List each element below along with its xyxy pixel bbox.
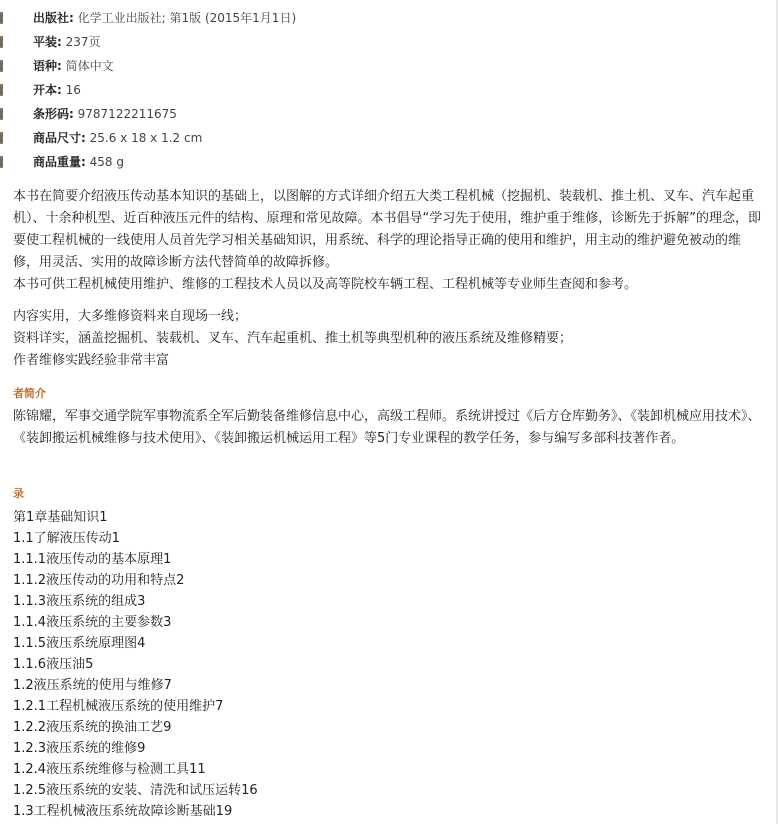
toc-item: 1.1.6液压油5 xyxy=(13,657,94,672)
table-of-contents xyxy=(13,507,258,822)
author-bio: 陈锦耀，军事交通学院军事物流系全军后勤装备维修信息中心，高级工程师。系统讲授过《后方仓库勤务》、《装卸机械应用技术》、《装卸搬运机械维修与技术使用》、《装卸搬运机械运用工程》等5门专业课程的教学任务，参与编写多部科技著作者。 xyxy=(13,409,761,446)
bullet-icon xyxy=(0,156,3,168)
toc-item: 1.2.3液压系统的维修9 xyxy=(13,741,146,756)
toc-item: 1.2.5液压系统的安装、清洗和试压运转16 xyxy=(13,783,258,798)
toc-item: 1.3工程机械液压系统故障诊断基础19 xyxy=(13,804,233,819)
toc-section-title: 录 xyxy=(13,487,24,500)
left-edge-icon-strip xyxy=(0,0,3,824)
description-paragraph: 本书可供工程机械使用维护、维修的工程技术人员以及高等院校车辆工程、工程机械等专业师生查阅和参考。 xyxy=(13,277,638,292)
detail-publisher: 出版社: 化学工业出版社; 第1版 (2015年1月1日) xyxy=(33,11,297,25)
toc-item: 1.2.4液压系统维修与检测工具11 xyxy=(13,762,206,777)
toc-item: 1.1.5液压系统原理图4 xyxy=(13,636,146,651)
toc-item: 1.1.4液压系统的主要参数3 xyxy=(13,615,172,630)
toc-item: 1.1.1液压传动的基本原理1 xyxy=(13,552,172,567)
detail-dimensions: 商品尺寸: 25.6 x 18 x 1.2 cm xyxy=(33,131,203,145)
product-details-list xyxy=(33,6,296,174)
book-description xyxy=(13,186,765,296)
bullet-icon xyxy=(0,36,3,48)
bullet-icon xyxy=(0,108,3,120)
toc-item: 1.2液压系统的使用与维修7 xyxy=(13,678,172,693)
author-section-title: 者简介 xyxy=(13,387,46,400)
toc-item: 1.1了解液压传动1 xyxy=(13,531,120,546)
description-paragraph: 本书在简要介绍液压传动基本知识的基础上，以图解的方式详细介绍五大类工程机械（挖掘机、装载机、推土机、叉车、汽车起重机）、十余种机型、近百种液压元件的结构、原理和常见故障。本书倡导“学习先于使用，维护重于维修，诊断先于拆解”的理念，即要使工程机械的一线使用人员首先学习相关基础知识，用系统、科学的理论指导正确的使用和维护，用主动的维护避免被动的维修，用灵活、实用的故障诊断方法代替简单的故障拆修。 xyxy=(13,189,761,270)
bullet-icon xyxy=(0,84,3,96)
detail-language: 语种: 简体中文 xyxy=(33,59,114,73)
detail-barcode: 条形码: 9787122211675 xyxy=(33,107,177,121)
toc-item: 1.1.3液压系统的组成3 xyxy=(13,594,146,609)
detail-binding: 平装: 237页 xyxy=(33,35,101,49)
book-features xyxy=(13,306,765,372)
toc-item: 第1章基础知识1 xyxy=(13,510,108,525)
toc-item: 1.2.2液压系统的换油工艺9 xyxy=(13,720,172,735)
detail-weight: 商品重量: 458 g xyxy=(33,155,124,169)
feature-line: 作者维修实践经验非常丰富 xyxy=(13,353,170,368)
feature-line: 资料详实，涵盖挖掘机、装载机、叉车、汽车起重机、推土机等典型机种的液压系统及维修精要； xyxy=(13,331,573,346)
bullet-icon xyxy=(0,60,3,72)
toc-item: 1.1.2液压传动的功用和特点2 xyxy=(13,573,185,588)
toc-item: 1.2.1工程机械液压系统的使用维护7 xyxy=(13,699,224,714)
bullet-icon xyxy=(0,132,3,144)
feature-line: 内容实用，大多维修资料来自现场一线； xyxy=(13,309,248,324)
bullet-icon xyxy=(0,12,3,24)
detail-format: 开本: 16 xyxy=(33,83,81,97)
